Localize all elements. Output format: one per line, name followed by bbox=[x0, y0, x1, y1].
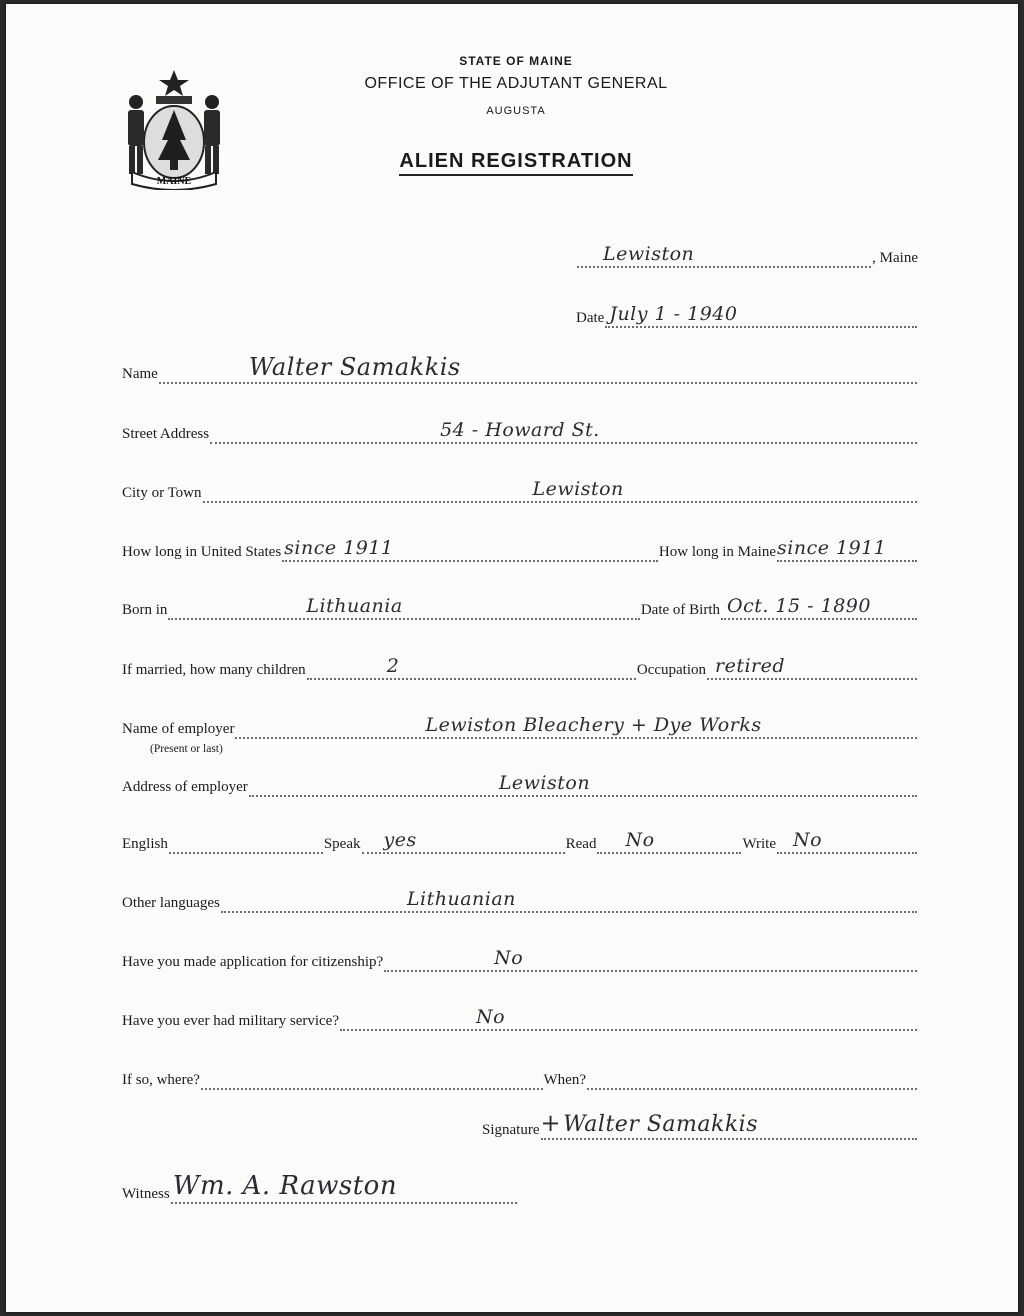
form-title: ALIEN REGISTRATION bbox=[306, 150, 726, 173]
header-office: OFFICE OF THE ADJUTANT GENERAL bbox=[364, 75, 668, 92]
how-long-row: How long in United States since 1911 How long in Maine since 1911 bbox=[122, 540, 918, 562]
military-field[interactable]: No bbox=[340, 1007, 917, 1031]
english-row: English Speak yes Read No Write No bbox=[122, 832, 918, 854]
header-state: STATE OF MAINE bbox=[459, 54, 573, 68]
date-of-birth-field[interactable]: Oct. 15 - 1890 bbox=[721, 596, 917, 620]
name-field[interactable]: Walter Samakkis bbox=[159, 360, 917, 384]
how-long-us-field[interactable]: since 1911 bbox=[282, 538, 658, 562]
employer-address-field[interactable]: Lewiston bbox=[249, 773, 917, 797]
other-languages-field[interactable]: Lithuanian bbox=[221, 889, 917, 913]
city-town-field[interactable]: Lewiston bbox=[203, 479, 917, 503]
citizenship-row: Have you made application for citizenship? No bbox=[122, 950, 918, 972]
witness-field[interactable]: Wm. A. Rawston bbox=[171, 1180, 517, 1204]
witness-row: Witness Wm. A. Rawston bbox=[122, 1182, 518, 1204]
state-seal-icon bbox=[118, 64, 230, 190]
other-languages-row: Other languages Lithuanian bbox=[122, 891, 918, 913]
children-field[interactable]: 2 bbox=[307, 656, 636, 680]
location-row: Lewiston , Maine bbox=[576, 246, 918, 268]
date-field[interactable]: July 1 - 1940 bbox=[605, 304, 917, 328]
how-long-maine-field[interactable]: since 1911 bbox=[777, 538, 917, 562]
signature-mark: + bbox=[540, 1109, 562, 1137]
where-field[interactable] bbox=[201, 1066, 543, 1090]
children-row: If married, how many children 2 Occupation retired bbox=[122, 658, 918, 680]
born-in-field[interactable]: Lithuania bbox=[168, 596, 639, 620]
svg-text:MAINE: MAINE bbox=[156, 176, 192, 187]
city-town-row: City or Town Lewiston bbox=[122, 481, 918, 503]
when-field[interactable] bbox=[587, 1066, 917, 1090]
military-row: Have you ever had military service? No bbox=[122, 1009, 918, 1031]
citizenship-field[interactable]: No bbox=[384, 948, 917, 972]
occupation-field[interactable]: retired bbox=[707, 656, 917, 680]
english-spacer bbox=[169, 830, 323, 854]
employer-address-row: Address of employer Lewiston bbox=[122, 775, 918, 797]
read-field[interactable]: No bbox=[597, 830, 741, 854]
signature-field[interactable]: +Walter Samakkis bbox=[541, 1116, 918, 1140]
write-field[interactable]: No bbox=[777, 830, 917, 854]
name-row: Name Walter Samakkis bbox=[122, 362, 918, 384]
employer-name-field[interactable]: Lewiston Bleachery + Dye Works bbox=[235, 715, 917, 739]
where-when-row: If so, where? When? bbox=[122, 1068, 918, 1090]
speak-field[interactable]: yes bbox=[362, 830, 565, 854]
location-field[interactable]: Lewiston bbox=[577, 244, 871, 268]
employer-name-row: Name of employer (Present or last) Lewiston Bleachery + Dye Works bbox=[122, 717, 918, 739]
street-address-field[interactable]: 54 - Howard St. bbox=[210, 420, 917, 444]
header-city: AUGUSTA bbox=[486, 105, 546, 117]
registration-form-page bbox=[6, 4, 1018, 1312]
street-address-row: Street Address 54 - Howard St. bbox=[122, 422, 918, 444]
date-row: Date July 1 - 1940 bbox=[576, 306, 918, 328]
signature-row: Signature +Walter Samakkis bbox=[482, 1118, 918, 1140]
born-row: Born in Lithuania Date of Birth Oct. 15 - 1890 bbox=[122, 598, 918, 620]
